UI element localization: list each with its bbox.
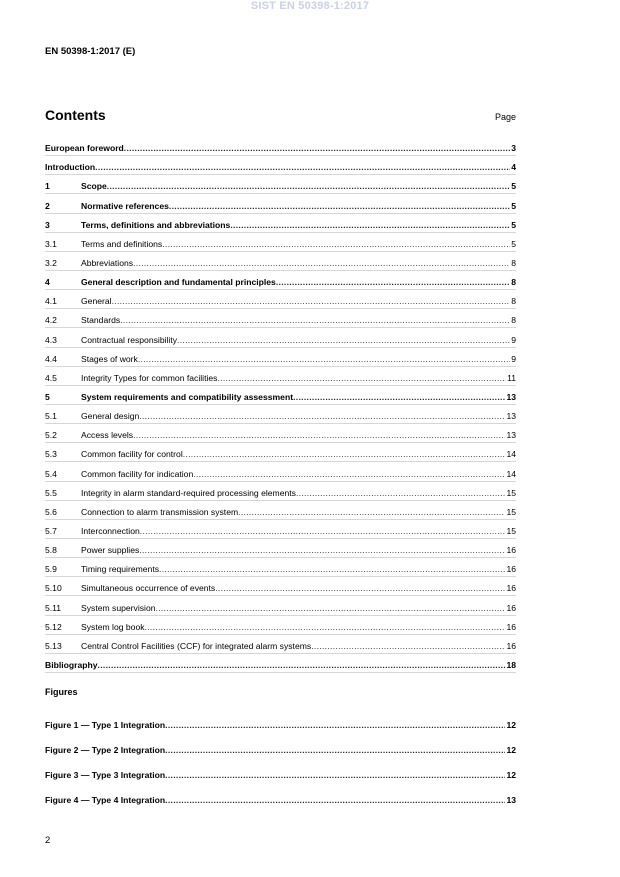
- toc-entry-number: 3.2: [45, 257, 57, 268]
- toc-entry-page: 3: [511, 143, 516, 154]
- toc-entry-page: 8: [511, 277, 516, 288]
- toc-entry[interactable]: [45, 156, 516, 175]
- toc-entry-title: Connection to alarm transmission system: [81, 506, 239, 517]
- toc-entry-title: System requirements and compatibility assessment: [81, 391, 294, 402]
- toc-entry[interactable]: [45, 424, 516, 443]
- toc-entry[interactable]: [45, 137, 516, 156]
- figure-entry-title: Figure 1 — Type 1 Integration: [45, 720, 166, 730]
- dot-leader: [193, 469, 505, 479]
- toc-entry-page: 13: [506, 430, 516, 441]
- toc-entry-number: 5.9: [45, 564, 57, 575]
- dot-leader: [133, 430, 505, 440]
- document-id: EN 50398-1:2017 (E): [45, 46, 136, 57]
- dot-leader: [296, 488, 505, 498]
- figure-entry[interactable]: [45, 782, 516, 807]
- toc-entry-title: Normative references: [81, 200, 169, 211]
- page-column-label: Page: [494, 112, 516, 122]
- dot-leader: [238, 507, 505, 517]
- figure-entry-page: 12: [506, 745, 516, 755]
- toc-entry[interactable]: [45, 367, 516, 386]
- dot-leader: [215, 583, 505, 593]
- dot-leader: [159, 564, 505, 574]
- toc-entry-title: Stages of work: [81, 353, 138, 364]
- dot-leader: [98, 660, 506, 670]
- toc-entry-title: Common facility for indication: [81, 468, 194, 479]
- toc-entry-title: Access levels: [81, 430, 134, 441]
- toc-entry-page: 15: [506, 525, 516, 536]
- toc-entry-page: 14: [506, 449, 516, 460]
- toc-entry-title: Power supplies: [81, 545, 140, 556]
- contents-title: Contents: [45, 107, 106, 123]
- figure-entry-title: Figure 4 — Type 4 Integration: [45, 795, 166, 805]
- toc-entry-title: Contractual responsibility: [81, 334, 178, 345]
- dot-leader: [95, 162, 510, 172]
- toc-entry[interactable]: [45, 271, 516, 290]
- toc-entry-number: 4.2: [45, 315, 57, 326]
- figure-entry-page: 12: [506, 770, 516, 780]
- toc-entry-page: 9: [511, 353, 516, 364]
- toc-entry-title: General design: [81, 411, 140, 422]
- toc-entry-number: 5.5: [45, 487, 57, 498]
- toc-entry-page: 8: [511, 296, 516, 307]
- figure-entry-page: 13: [506, 795, 516, 805]
- toc-entry-number: 5.10: [45, 583, 62, 594]
- dot-leader: [165, 770, 505, 780]
- toc-entry[interactable]: [45, 348, 516, 367]
- toc-entry-page: 16: [506, 564, 516, 575]
- toc-entry-title: General: [81, 296, 112, 307]
- toc-entry-title: Bibliography: [45, 659, 98, 670]
- toc-entry-page: 16: [506, 621, 516, 632]
- watermark: SIST EN 50398-1:2017: [250, 0, 370, 12]
- toc-entry-number: 5.12: [45, 621, 62, 632]
- table-of-contents: [45, 137, 516, 673]
- toc-entry[interactable]: [45, 520, 516, 539]
- toc-entry-page: 5: [511, 238, 516, 249]
- dot-leader: [165, 795, 505, 805]
- toc-entry-number: 3.1: [45, 238, 57, 249]
- dot-leader: [138, 354, 510, 364]
- toc-entry-page: 15: [506, 506, 516, 517]
- dot-leader: [112, 296, 511, 306]
- toc-entry-page: 18: [506, 659, 516, 670]
- toc-entry-page: 9: [511, 334, 516, 345]
- toc-entry[interactable]: [45, 558, 516, 577]
- toc-entry-page: 8: [511, 257, 516, 268]
- toc-entry[interactable]: [45, 462, 516, 481]
- toc-entry-number: 4.1: [45, 296, 57, 307]
- list-of-figures: [45, 707, 516, 807]
- toc-entry-title: Introduction: [45, 162, 96, 173]
- dot-leader: [276, 277, 510, 287]
- figure-entry-title: Figure 2 — Type 2 Integration: [45, 745, 166, 755]
- toc-entry[interactable]: [45, 501, 516, 520]
- dot-leader: [165, 745, 505, 755]
- toc-entry[interactable]: [45, 596, 516, 615]
- dot-leader: [162, 239, 510, 249]
- toc-entry-title: Simultaneous occurrence of events: [81, 583, 216, 594]
- toc-entry-number: 3: [45, 219, 50, 230]
- toc-entry-title: Common facility for control: [81, 449, 183, 460]
- figure-entry[interactable]: [45, 707, 516, 732]
- dot-leader: [124, 143, 510, 153]
- toc-entry-number: 5.2: [45, 430, 57, 441]
- toc-entry[interactable]: [45, 290, 516, 309]
- dot-leader: [139, 411, 505, 421]
- toc-entry-page: 14: [506, 468, 516, 479]
- toc-entry[interactable]: [45, 328, 516, 347]
- toc-entry-page: 13: [506, 391, 516, 402]
- toc-entry-number: 5.11: [45, 602, 62, 613]
- toc-entry-page: 5: [511, 219, 516, 230]
- toc-entry-title: Integrity Types for common facilities: [81, 372, 218, 383]
- dot-leader: [311, 641, 505, 651]
- toc-entry[interactable]: [45, 405, 516, 424]
- figure-entry[interactable]: [45, 732, 516, 757]
- toc-entry[interactable]: [45, 577, 516, 596]
- toc-entry-title: Terms, definitions and abbreviations: [81, 219, 231, 230]
- toc-entry[interactable]: [45, 175, 516, 194]
- dot-leader: [217, 373, 506, 383]
- toc-entry-number: 4.4: [45, 353, 57, 364]
- dot-leader: [140, 526, 506, 536]
- toc-entry[interactable]: [45, 252, 516, 271]
- toc-entry-number: 1: [45, 181, 50, 192]
- toc-entry[interactable]: [45, 482, 516, 501]
- toc-entry-title: System supervision: [81, 602, 156, 613]
- toc-entry-page: 16: [506, 583, 516, 594]
- toc-entry-number: 5: [45, 391, 50, 402]
- toc-entry-title: Scope: [81, 181, 107, 192]
- toc-entry-number: 4: [45, 277, 50, 288]
- toc-entry-number: 5.13: [45, 640, 62, 651]
- toc-entry-title: General description and fundamental principles: [81, 277, 276, 288]
- toc-entry[interactable]: [45, 214, 516, 233]
- toc-entry-number: 4.3: [45, 334, 57, 345]
- toc-entry-page: 4: [511, 162, 516, 173]
- dot-leader: [120, 315, 510, 325]
- dot-leader: [177, 335, 510, 345]
- toc-entry[interactable]: [45, 654, 516, 673]
- page-number: 2: [45, 835, 51, 846]
- toc-entry-title: Central Control Facilities (CCF) for integrated alarm systems: [81, 640, 312, 651]
- dot-leader: [169, 201, 510, 211]
- toc-entry-title: Interconnection: [81, 525, 140, 536]
- dot-leader: [133, 258, 510, 268]
- toc-entry-title: System log book: [81, 621, 145, 632]
- toc-entry-page: 5: [511, 181, 516, 192]
- toc-entry-number: 5.3: [45, 449, 57, 460]
- toc-entry[interactable]: [45, 616, 516, 635]
- toc-entry-number: 2: [45, 200, 50, 211]
- toc-entry-page: 16: [506, 545, 516, 556]
- figure-entry[interactable]: [45, 757, 516, 782]
- dot-leader: [183, 449, 506, 459]
- toc-entry-page: 16: [506, 602, 516, 613]
- toc-entry-title: European foreword: [45, 143, 124, 154]
- figure-entry-page: 12: [506, 720, 516, 730]
- dot-leader: [156, 603, 506, 613]
- toc-entry-page: 5: [511, 200, 516, 211]
- toc-entry[interactable]: [45, 635, 516, 654]
- figures-heading: Figures: [45, 687, 78, 697]
- toc-entry-number: 5.6: [45, 506, 57, 517]
- toc-entry[interactable]: [45, 386, 516, 405]
- toc-entry-title: Abbreviations: [81, 257, 134, 268]
- toc-entry-title: Terms and definitions: [81, 238, 163, 249]
- toc-entry-page: 13: [506, 411, 516, 422]
- toc-entry-number: 5.1: [45, 411, 57, 422]
- figure-entry-title: Figure 3 — Type 3 Integration: [45, 770, 166, 780]
- toc-entry[interactable]: [45, 539, 516, 558]
- toc-entry[interactable]: [45, 443, 516, 462]
- toc-entry-number: 5.8: [45, 545, 57, 556]
- dot-leader: [107, 181, 510, 191]
- dot-leader: [165, 720, 505, 730]
- toc-entry[interactable]: [45, 233, 516, 252]
- toc-entry-page: 8: [511, 315, 516, 326]
- toc-entry-page: 15: [506, 487, 516, 498]
- dot-leader: [139, 545, 505, 555]
- toc-entry[interactable]: [45, 194, 516, 213]
- toc-entry[interactable]: [45, 309, 516, 328]
- toc-entry-title: Standards: [81, 315, 121, 326]
- toc-entry-title: Timing requirements: [81, 564, 160, 575]
- toc-entry-number: 5.4: [45, 468, 57, 479]
- toc-entry-number: 5.7: [45, 525, 57, 536]
- dot-leader: [145, 622, 506, 632]
- toc-entry-number: 4.5: [45, 372, 57, 383]
- dot-leader: [230, 220, 510, 230]
- toc-entry-title: Integrity in alarm standard-required processing elements: [81, 487, 296, 498]
- dot-leader: [293, 392, 505, 402]
- toc-entry-page: 16: [506, 640, 516, 651]
- toc-entry-page: 11: [507, 372, 516, 383]
